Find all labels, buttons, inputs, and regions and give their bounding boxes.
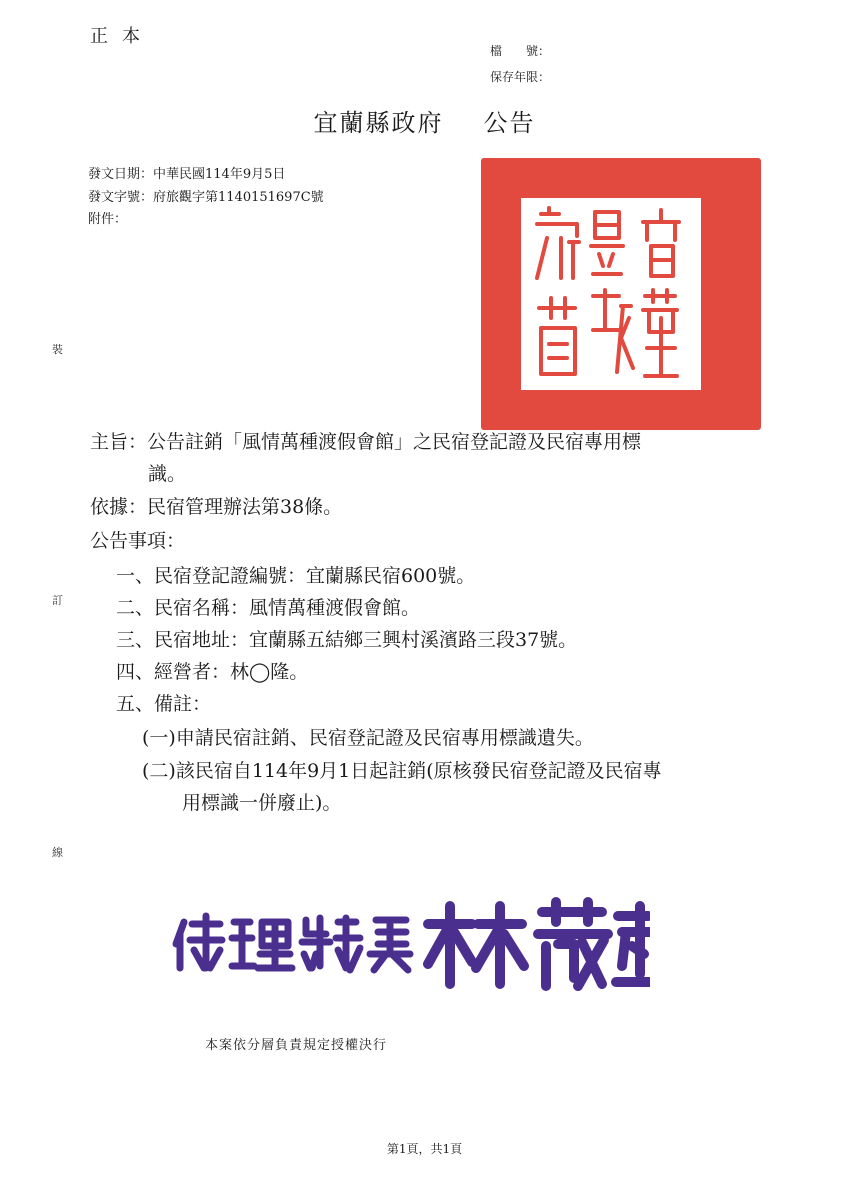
delegation-note: 本案依分層負責規定授權決行 [205, 1038, 388, 1053]
binding-mark-bottom: 線 [52, 846, 63, 859]
official-seal [481, 158, 761, 430]
item-registration-number: 一、民宿登記證編號：宜蘭縣民宿600號。 [116, 565, 476, 587]
attachment-label: 附件： [88, 212, 128, 227]
subject-line-1: 主旨：公告註銷「風情萬種渡假會館」之民宿登記證及民宿專用標 [90, 431, 642, 453]
items-heading: 公告事項： [90, 530, 186, 552]
seal-inner-panel [517, 194, 705, 394]
issuing-organization: 宜蘭縣政府 [313, 109, 444, 137]
signature-stamp [170, 888, 650, 998]
item-operator: 四、經營者：林◯隆。 [116, 661, 309, 683]
document-type: 公告 [483, 109, 536, 137]
binding-mark-middle: 訂 [52, 594, 63, 607]
item-homestay-address: 三、民宿地址：宜蘭縣五結鄉三興村溪濱路三段37號。 [116, 629, 578, 651]
subject-line-2: 識。 [148, 463, 187, 485]
item-remarks: 五、備註： [116, 693, 212, 715]
item-homestay-name: 二、民宿名稱：風情萬種渡假會館。 [116, 597, 421, 619]
binding-mark-top: 裝 [52, 343, 63, 356]
remark-note-2-line-1: (二)該民宿自114年9月1日起註銷(原核發民宿登記證及民宿專 [142, 760, 662, 782]
signature-graphic [170, 888, 650, 998]
page-indicator: 第1頁，共1頁 [386, 1142, 463, 1156]
remark-note-2-line-2: 用標識一併廢止)。 [182, 792, 342, 814]
file-number-label: 檔 號： [490, 44, 551, 58]
legal-basis: 依據：民宿管理辦法第38條。 [90, 496, 343, 518]
seal-characters-graphic [521, 198, 701, 390]
page-title [0, 103, 849, 138]
issue-date: 發文日期：中華民國114年9月5日 [88, 167, 286, 182]
copy-mark: 正本 [90, 26, 154, 47]
issue-number: 發文字號：府旅觀字第1140151697C號 [88, 190, 324, 205]
remark-note-1: (一)申請民宿註銷、民宿登記證及民宿專用標識遺失。 [142, 727, 594, 749]
retention-period-label: 保存年限： [490, 70, 551, 84]
